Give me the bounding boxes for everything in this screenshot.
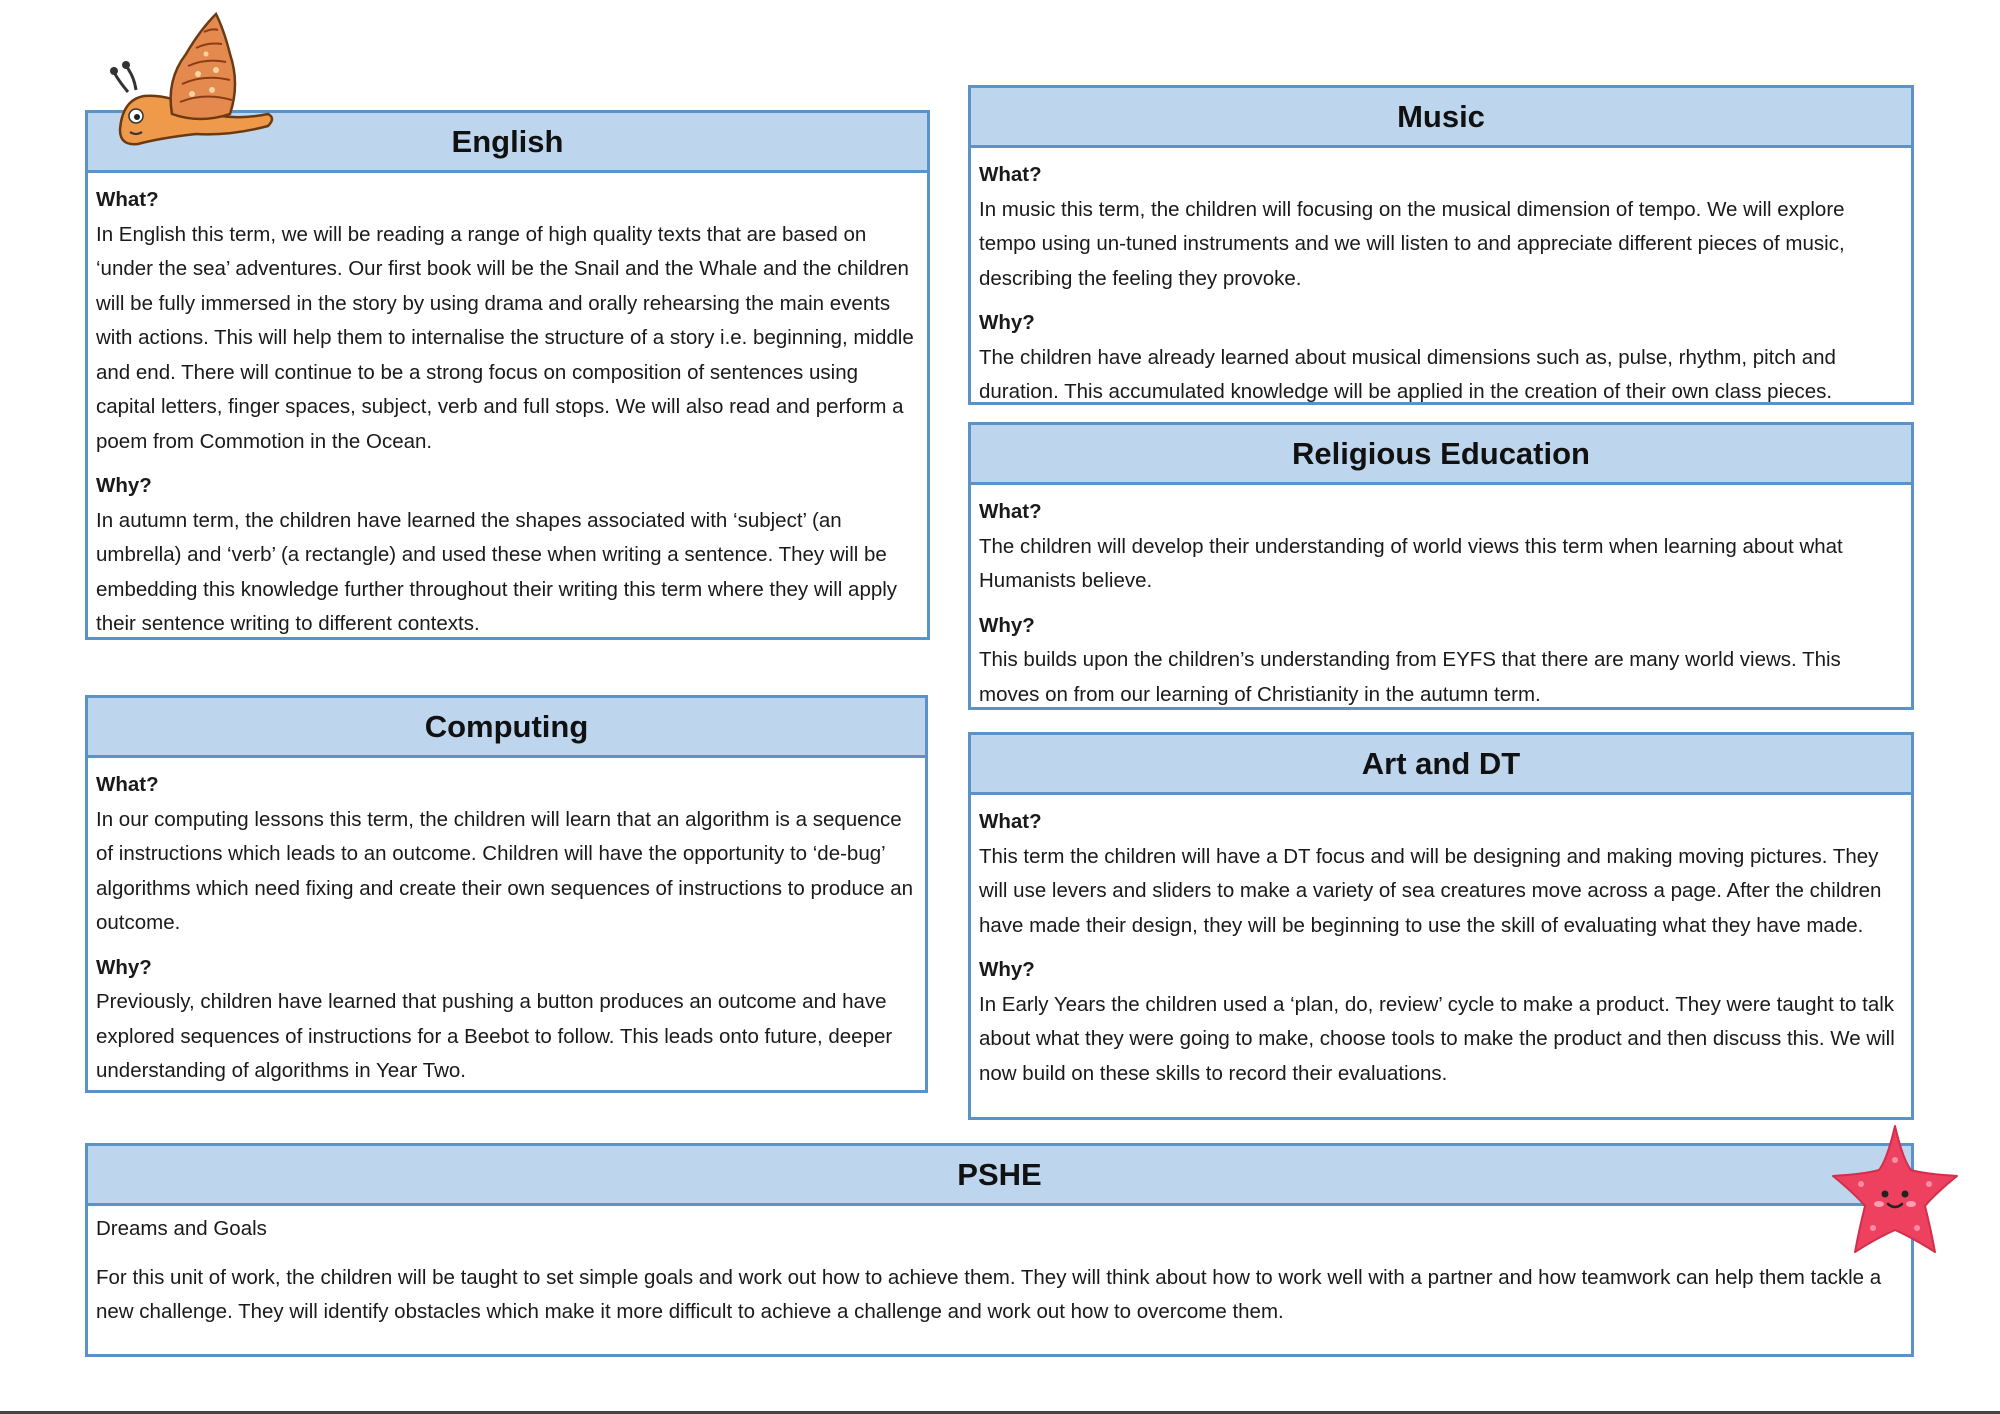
pshe-panel — [85, 1143, 1914, 1357]
religious-education-title: Religious Education — [971, 425, 1911, 485]
pshe-title: PSHE — [88, 1146, 1911, 1206]
art-dt-panel — [968, 732, 1914, 1120]
art-what-label: What? — [979, 810, 1042, 833]
pshe-text: For this unit of work, the children will be taught to set simple goals and work out how to achieve them. They will think about how to work well with a partner and how teamwork can help them tackle a new challenge. They will identify obstacles which make it more difficult to achieve a challenge and work out how to overcome them. — [96, 1265, 1882, 1323]
art-what-text: This term the children will have a DT focus and will be designing and making moving pictures. They will use levers and sliders to make a variety of sea creatures move across a page. After the children have made their design, they will be beginning to use the skill of evaluating what they have made. — [979, 844, 1882, 937]
computing-title: Computing — [88, 698, 925, 758]
english-what-label: What? — [96, 188, 159, 211]
snail-icon — [100, 10, 280, 165]
computing-what-label: What? — [96, 773, 159, 796]
art-why-text: In Early Years the children used a ‘plan, do, review’ cycle to make a product. They were taught to talk about what they were going to make, choose tools to make the product and then discuss this. We will now build on these skills to record their evaluations. — [979, 992, 1895, 1085]
re-what-label: What? — [979, 500, 1042, 523]
computing-what-text: In our computing lessons this term, the children will learn that an algorithm is a sequence of instructions which leads to an outcome. Children will have the opportunity to ‘de-bug’ algorithms which need fixing and create their own sequences of instructions to produce an outcome. — [96, 807, 914, 934]
re-why-text: This builds upon the children’s understanding from EYFS that there are many world views. This moves on from our learning of Christianity in the autumn term. — [979, 648, 1841, 706]
computing-panel — [85, 695, 928, 1093]
english-why-label: Why? — [96, 474, 152, 497]
music-what-text: In music this term, the children will focusing on the musical dimension of tempo. We will explore tempo using un-tuned instruments and we will listen to and appreciate different pieces of music, describing the feeling they provoke. — [979, 197, 1845, 290]
art-why-label: Why? — [979, 958, 1035, 981]
english-panel — [85, 110, 930, 640]
english-title: English — [88, 113, 927, 173]
computing-why-text: Previously, children have learned that pushing a button produces an outcome and have explored sequences of instructions for a Beebot to follow. This leads onto future, deeper understanding of algorithms in Year Two. — [96, 990, 893, 1082]
re-what-text: The children will develop their understanding of world views this term when learning about what Humanists believe. — [979, 534, 1843, 592]
starfish-icon — [1825, 1120, 1965, 1260]
music-why-label: Why? — [979, 311, 1035, 334]
music-what-label: What? — [979, 163, 1042, 186]
pshe-subtitle: Dreams and Goals — [96, 1217, 267, 1240]
music-title: Music — [971, 88, 1911, 148]
music-panel — [968, 85, 1914, 405]
art-dt-title: Art and DT — [971, 735, 1911, 795]
computing-why-label: Why? — [96, 955, 152, 979]
english-what-text: In English this term, we will be reading a range of high quality texts that are based on ‘under the sea’ adventures. Our first book will be the Snail and the Whale and the children will be fully immersed in the story by using drama and orally rehearsing the main events with actions. This will help them to internalise the structure of a story i.e. beginning, middle and end. There will continue to be a strong focus on composition of sentences using capital letters, finger spaces, subject, verb and full stops. We will also read and perform a poem from Commotion in the Ocean. — [96, 222, 914, 453]
english-why-text: In autumn term, the children have learned the shapes associated with ‘subject’ (an umbrella) and ‘verb’ (a rectangle) and used these when writing a sentence. They will be embedding this knowledge further throughout their writing this term where they will apply their sentence writing to different contexts. — [96, 508, 898, 635]
music-why-text: The children have already learned about musical dimensions such as, pulse, rhythm, pitch and duration. This accumulated knowledge will be applied in the creation of their own class pieces. — [979, 345, 1836, 403]
religious-education-panel — [968, 422, 1914, 710]
re-why-label: Why? — [979, 613, 1035, 637]
